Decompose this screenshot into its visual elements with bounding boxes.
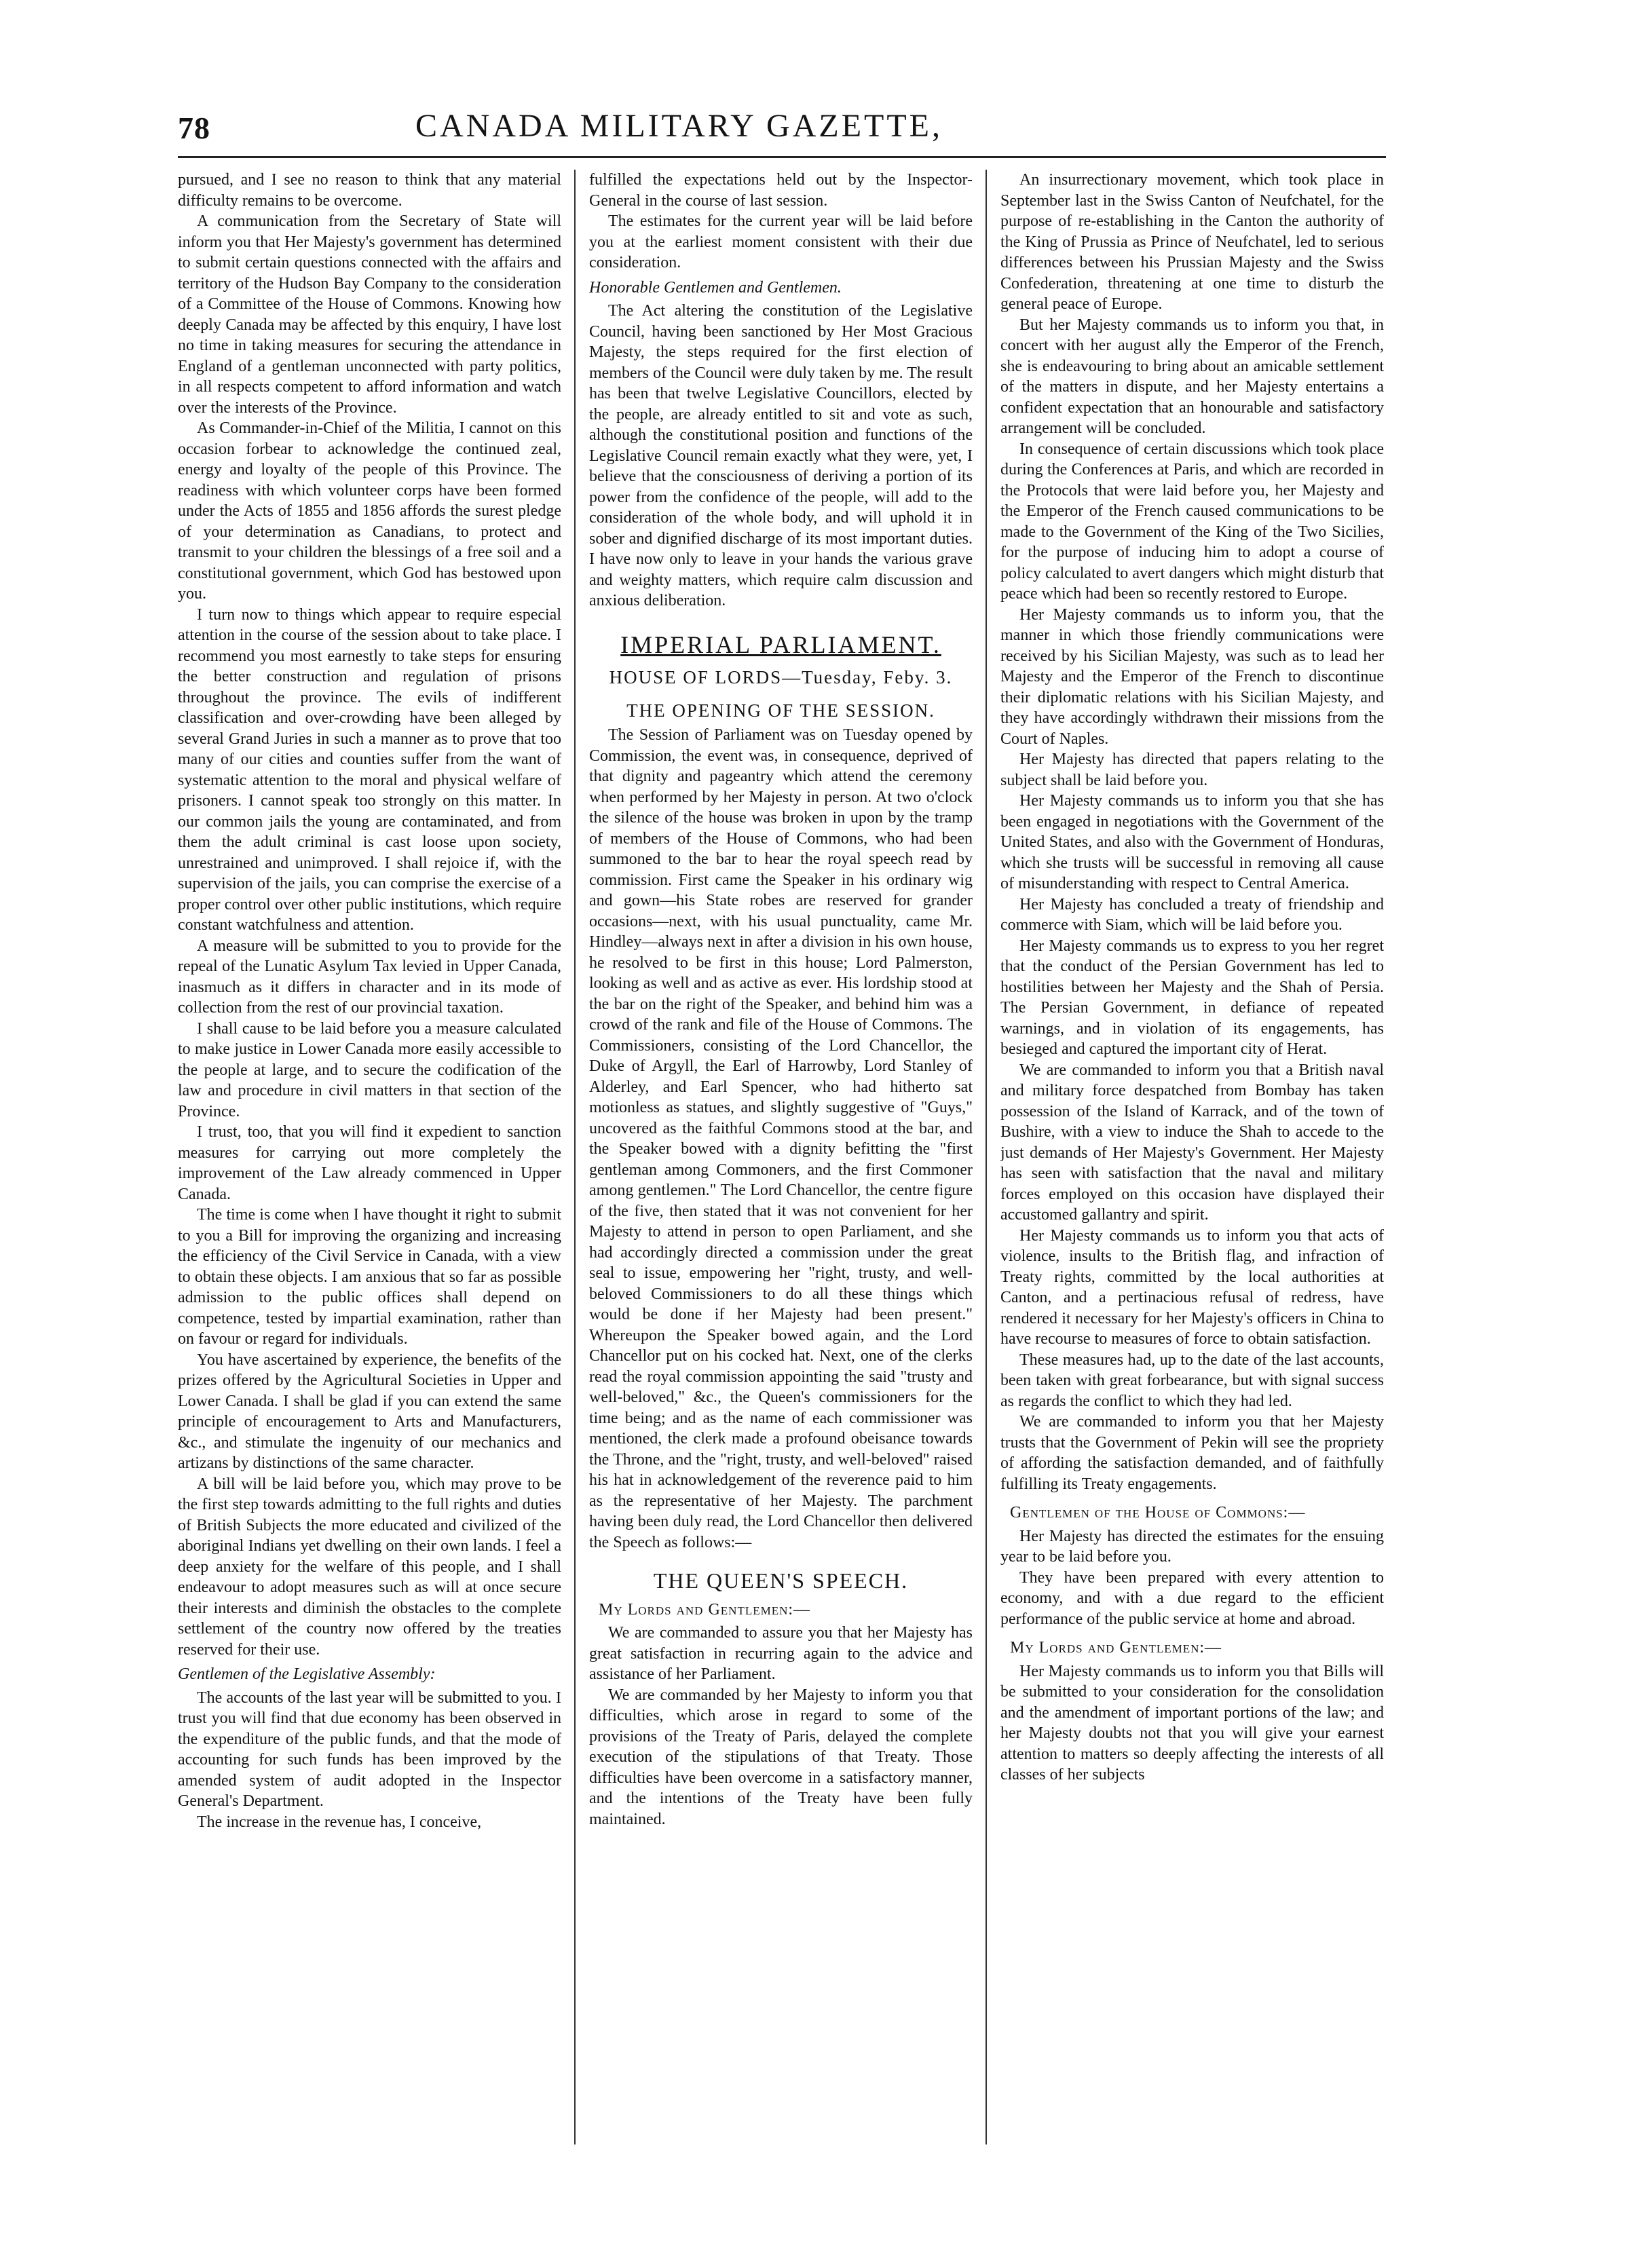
paragraph: A measure will be submitted to you to provide for the repeal of the Lunatic Asylum Tax levied in Upper Canada, inasmuch as it differs in character and in its mode of collection from the rest of our provincial taxation.	[178, 937, 561, 1017]
paragraph: pursued, and I see no reason to think that any material difficulty remains to be overcome.	[178, 171, 561, 210]
salutation: Gentlemen of the House of Commons:—	[1010, 1504, 1306, 1522]
paragraph: The accounts of the last year will be submitted to you. I trust you will find that due economy has been observed in the expenditure of the public funds, and that the mode of accounting for such funds has been improved by the amended system of audit adopted in the Inspector General's Department.	[178, 1688, 561, 1810]
paragraph: An insurrectionary movement, which took place in September last in the Swiss Canton of Neufchatel, for the purpose of re-establishing in the Canton the authority of the King of Prussia as Prince of Neufchatel, led to serious differences between his Prussian Majesty and the Swiss Confederation, threatening at one time to disturb the general peace of Europe.	[1000, 171, 1384, 313]
newspaper-title: CANADA MILITARY GAZETTE,	[415, 108, 943, 144]
paragraph: The Session of Parliament was on Tuesday opened by Commission, the event was, in consequence, deprived of that dignity and pageantry which attend the ceremony when performed by her Majesty in person. At two o'clock the silence of the house was broken in upon by the tramp of members of the House of Commons, who had been summoned to the bar to hear the royal speech read by commission. First came the Speaker in his ordinary wig and gown—his State robes are reserved for grander occasions—next, with his usual punctuality, came Mr. Hindley—always next in after a division in his own house, he resolved to be first in this house; Lord Palmerston, looking as well and as active as ever. His lordship stood at the bar on the right of the Speaker, and behind him was a crowd of the rank and file of the House of Commons. The Commissioners, consisting of the Lord Chancellor, the Duke of Argyll, the Earl of Harrowby, Lord Stanley of Alderley, and Earl Spencer, who had hitherto sat motionless as statues, and slightly suggestive of "Guys," uncovered as the faithful Commons stood at the bar, and the Speaker bowed with a dignity befitting the "first gentleman among Commoners, and the first Commoner among gentlemen." The Lord Chancellor, the centre figure of the five, then stated that it was not convenient for her Majesty to attend in person to open Parliament, and she had accordingly directed a commission under the great seal to issue, empowering her "right, trusty, and well-beloved Commissioners to do all these things which would be done if her Majesty had been present." Whereupon the Speaker bowed again, and the Lord Chancellor put on his cocked hat. Next, one of the clerks read the royal commission appointing the said "trusty and well-beloved," &c., the Queen's commissioners for the time being; and as the name of each commissioner was mentioned, the clerk made a profound obeisance towards the Throne, and the "right, trusty, and well-beloved" raised his hat in acknowledgement of the reverence paid to him as the representative of her Majesty. The parchment having been duly read, the Lord Chancellor then delivered the Speech as follows:—	[589, 726, 973, 1551]
paragraph: Her Majesty has concluded a treaty of friendship and commerce with Siam, which will be laid before you.	[1000, 895, 1384, 934]
paragraph: I turn now to things which appear to require especial attention in the course of the session about to take place. I recommend you most earnestly to take steps for ensuring the better construction and regulation of prisons throughout the province. The evils of indifferent classification and over-crowding have been alleged by several Grand Juries in such a manner as to prove that too many of our cities and counties suffer from the want of systematic attention to the moral and physical welfare of prisoners. I cannot speak too strongly on this matter. In our common jails the young are contaminated, and from them the adult criminal is cast loose upon society, unrestrained and unimproved. I shall rejoice if, with the supervision of the jails, you can comprise the exercise of a proper control over other public institutions, which require constant watchfulness and attention.	[178, 605, 561, 934]
paragraph: The estimates for the current year will be laid before you at the earliest moment consistent with their due consideration.	[589, 212, 973, 271]
paragraph: The increase in the revenue has, I conceive,	[197, 1813, 482, 1831]
paragraph: These measures had, up to the date of the last accounts, been taken with great forbearance, but with signal success as regards the conflict to which they had led.	[1000, 1350, 1384, 1410]
paragraph: Her Majesty commands us to inform you that acts of violence, insults to the British flag, and infraction of Treaty rights, committed by the local authorities at Canton, and a pertinacious refusal of redress, have rendered it necessary for her Majesty's officers in China to have recourse to measures of force to obtain satisfaction.	[1000, 1226, 1384, 1348]
column-divider	[985, 170, 987, 2144]
paragraph: A communication from the Secretary of State will inform you that Her Majesty's government has determined to submit certain questions connected with the affairs and territory of the Hudson Bay Company to the consideration of a Committee of the House of Commons. Knowing how deeply Canada may be affected by this enquiry, I have lost no time in taking measures for securing the attendance in England of a gentleman unconnected with party politics, in all respects competent to afford information and watch over the interests of the Province.	[178, 212, 561, 417]
paragraph: The time is come when I have thought it right to submit to you a Bill for improving the organizing and increasing the efficiency of the Civil Service in Canada, with a view to obtain these objects. I am anxious that so far as possible admission to the public offices shall depend on competence, tested by impartial examination, rather than on favour or regard for individuals.	[178, 1206, 561, 1348]
speech-title: THE QUEEN'S SPEECH.	[653, 1568, 909, 1593]
header-rule	[178, 156, 1386, 158]
salutation: Gentlemen of the Legislative Assembly:	[178, 1665, 436, 1683]
section-subheading: HOUSE OF LORDS—Tuesday, Feby. 3.	[609, 667, 953, 687]
paragraph: Her Majesty has directed that papers relating to the subject shall be laid before you.	[1000, 751, 1384, 789]
paragraph: A bill will be laid before you, which may prove to be the first step towards admitting to the full rights and duties of British Subjects the more educated and civilized of the aboriginal Indians yet dwelling on their own lands. I feel a deep anxiety for the welfare of this people, and I shall endeavour to adopt measures such as will at once secure their interests and diminish the obstacles to the complete settlement of the country now offered by the treaties reserved for their use.	[178, 1475, 561, 1659]
page-header	[178, 102, 1386, 156]
salutation: Honorable Gentlemen and Gentlemen.	[589, 278, 842, 297]
paragraph: I shall cause to be laid before you a measure calculated to make justice in Lower Canada more easily accessible to the people at large, and to secure the codification of the law and procedure in civil matters in that section of the Province.	[178, 1019, 561, 1120]
paragraph: You have ascertained by experience, the benefits of the prizes offered by the Agricultural Societies in Upper and Lower Canada. I shall be glad if you can extend the same principle of encouragement to Arts and Manufacturers, &c., and stimulate the ingenuity of our mechanics and artizans by distinctions of the same character.	[178, 1350, 561, 1472]
paragraph: fulfilled the expectations held out by the Inspector-General in the course of last session.	[589, 171, 973, 210]
paragraph: We are commanded by her Majesty to inform you that difficulties, which arose in regard to some of the provisions of the Treaty of Paris, delayed the complete execution of the stipulations of that Treaty. Those difficulties have been overcome in a satisfactory manner, and the intentions of the Treaty have been fully maintained.	[589, 1686, 973, 1828]
salutation: My Lords and Gentlemen:—	[1010, 1639, 1222, 1657]
paragraph: I trust, too, that you will find it expedient to sanction measures for carrying out more completely the improvement of the Law already commenced in Upper Canada.	[178, 1123, 561, 1203]
paragraph: As Commander-in-Chief of the Militia, I cannot on this occasion forbear to acknowledge the continued zeal, energy and loyalty of the people of this Province. The readiness with which volunteer corps have been formed under the Acts of 1855 and 1856 affords the surest pledge of your determination as Canadians, to protect and transmit to your children the blessings of a free soil and a constitutional government, which God has bestowed upon you.	[178, 419, 561, 603]
paragraph: They have been prepared with every attention to economy, and with a due regard to the efficient performance of the public service at home and abroad.	[1000, 1568, 1384, 1628]
paragraph: We are commanded to inform you that a British naval and military force despatched from Bombay has taken possession of the Island of Karrack, and of the town of Bushire, with a view to induce the Shah to accede to the just demands of Her Majesty's Government. Her Majesty has seen with satisfaction that the naval and military forces employed on this occasion have displayed their accustomed gallantry and spirit.	[1000, 1061, 1384, 1224]
paragraph: In consequence of certain discussions which took place during the Conferences at Paris, and which are recorded in the Protocols that were laid before you, her Majesty and the Emperor of the French caused communications to be made to the Government of the King of the Two Sicilies, for the purpose of inducing him to adopt a course of policy calculated to avert dangers which might disturb that peace which had been so recently restored to Europe.	[1000, 440, 1384, 603]
paragraph: The Act altering the constitution of the Legislative Council, having been sanctioned by Her Most Gracious Majesty, the steps required for the first election of members of the Council were duly taken by me. The result has been that twelve Legislative Councillors, elected by the people, are already entitled to sit and vote as such, although the constitutional position and functions of the Legislative Council remain exactly what they were, yet, I believe that the consciousness of deriving a portion of its power from the confidence of the people, will add to the consideration of the whole body, and will uphold it in sober and dignified discharge of its most important duties. I have now only to leave in your hands the various grave and weighty matters, which require calm discussion and anxious deliberation.	[589, 302, 973, 609]
column-2	[589, 170, 973, 2151]
column-3	[1000, 170, 1384, 2151]
paragraph: Her Majesty commands us to inform you, that the manner in which those friendly communications were received by his Sicilian Majesty, was such as to lead her Majesty and the Emperor of the French to discontinue their diplomatic relations with his Sicilian Majesty, and they have accordingly withdrawn their missions from the Court of Naples.	[1000, 605, 1384, 748]
paragraph: But her Majesty commands us to inform you that, in concert with her august ally the Emperor of the French, she is endeavouring to bring about an amicable settlement of the matters in dispute, and her Majesty entertains a confident expectation that an honourable and satisfactory arrangement will be concluded.	[1000, 316, 1384, 437]
paragraph: Her Majesty has directed the estimates for the ensuing year to be laid before you.	[1000, 1527, 1384, 1566]
column-divider	[574, 170, 576, 2144]
paragraph: We are commanded to inform you that her Majesty trusts that the Government of Pekin will see the propriety of affording the satisfaction demanded, and of faithfully fulfilling its Treaty engagements.	[1000, 1413, 1384, 1493]
column-1	[178, 170, 561, 2151]
paragraph: Her Majesty commands us to inform you that Bills will be submitted to your consideration for the consolidation and the amendment of important portions of the law; and her Majesty doubts not that you will give your earnest attention to matters so deeply affecting the interests of all classes of her subjects	[1000, 1662, 1384, 1783]
paragraph: We are commanded to assure you that her Majesty has great satisfaction in recurring again to the advice and assistance of her Parliament.	[589, 1624, 973, 1683]
salutation: My Lords and Gentlemen:—	[599, 1600, 811, 1619]
section-heading: IMPERIAL PARLIAMENT.	[620, 630, 941, 658]
section-subheading: THE OPENING OF THE SESSION.	[626, 700, 935, 721]
paragraph: Her Majesty commands us to inform you that she has been engaged in negotiations with the Government of the United States, and also with the Government of Honduras, which she trusts will be successful in removing all cause of misunderstanding with respect to Central America.	[1000, 792, 1384, 892]
paragraph: Her Majesty commands us to express to you her regret that the conduct of the Persian Government has led to hostilities between her Majesty and the Shah of Persia. The Persian Government, in defiance of repeated warnings, and in violation of its engagements, has besieged and captured the important city of Herat.	[1000, 937, 1384, 1058]
page-number: 78	[178, 111, 210, 145]
